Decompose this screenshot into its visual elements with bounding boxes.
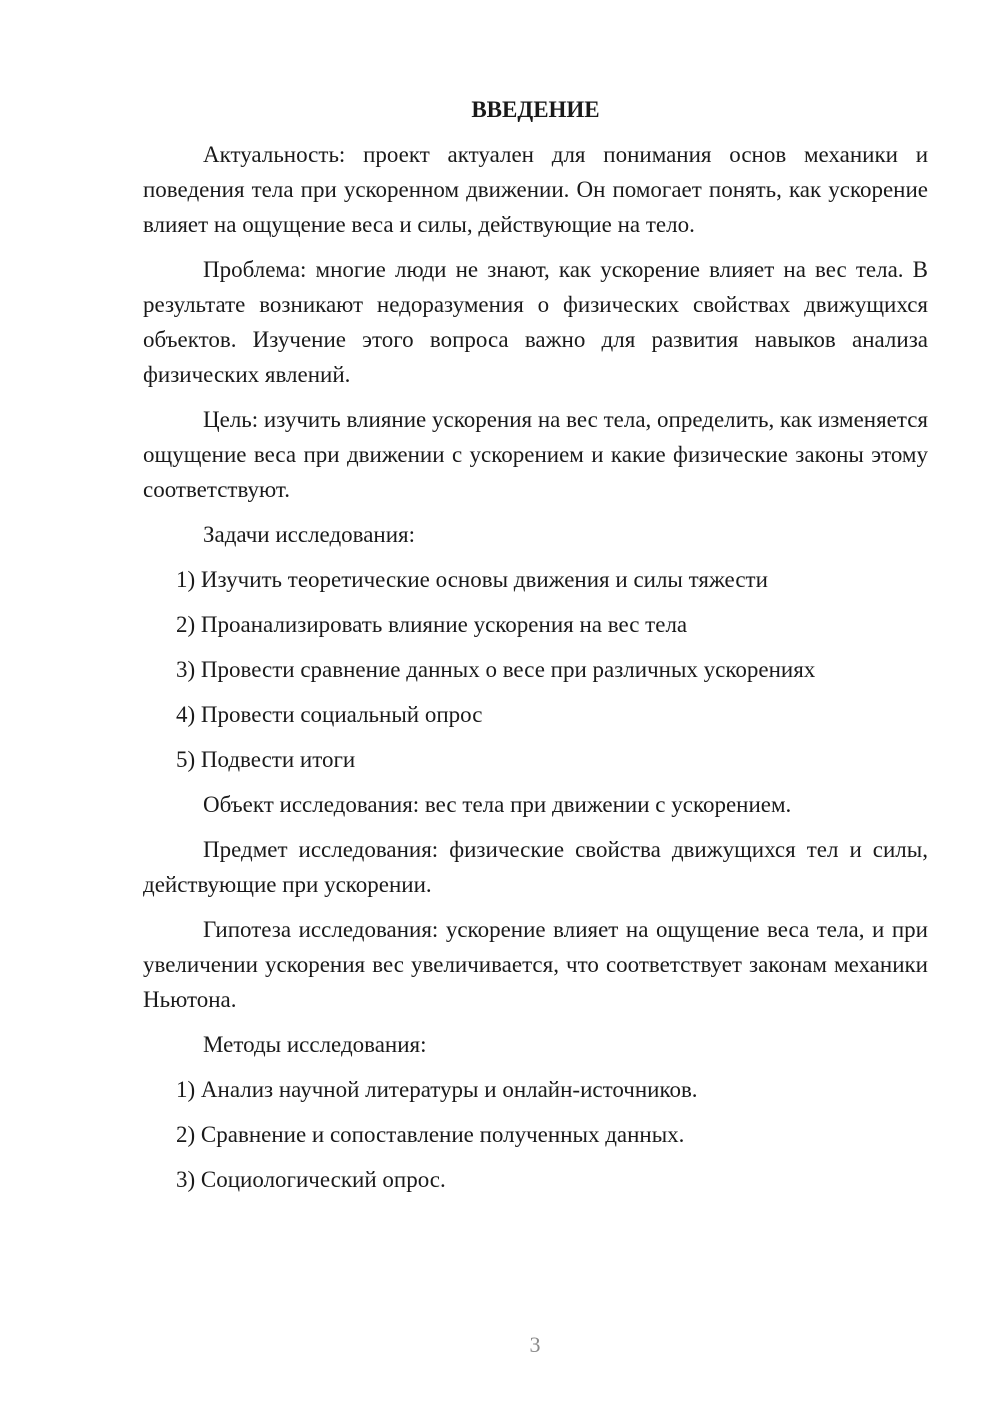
object-paragraph: Объект исследования: вес тела при движении с ускорением. [203,792,792,817]
method-item: 2) Сравнение и сопоставление полученных данных. [176,1122,685,1147]
tasks-heading: Задачи исследования: [203,522,416,547]
task-item: 4) Провести социальный опрос [176,702,483,727]
problem-paragraph: Проблема: многие люди не знают, как ускорение влияет на вес тела. В результате возникают недоразумения о физических свойствах движущихся объектов. Изучение этого вопроса важно для развития навыков анализа физических явлений. [143,257,928,387]
method-item: 1) Анализ научной литературы и онлайн-источников. [176,1077,698,1102]
task-item: 5) Подвести итоги [176,747,356,772]
hypothesis-paragraph: Гипотеза исследования: ускорение влияет на ощущение веса тела, и при увеличении ускорения вес увеличивается, что соответствует законам механики Ньютона. [143,917,928,1012]
methods-heading: Методы исследования: [203,1032,427,1057]
relevance-paragraph: Актуальность: проект актуален для понимания основ механики и поведения тела при ускоренном движении. Он помогает понять, как ускорение влияет на ощущение веса и силы, действующие на тело. [143,142,928,237]
task-item: 3) Провести сравнение данных о весе при различных ускорениях [176,657,816,682]
task-item: 1) Изучить теоретические основы движения и силы тяжести [176,567,768,592]
subject-paragraph: Предмет исследования: физические свойства движущихся тел и силы, действующие при ускорении. [143,837,928,897]
task-item: 2) Проанализировать влияние ускорения на вес тела [176,612,688,637]
page-number: 3 [529,1332,541,1357]
page-content [143,92,928,1207]
goal-paragraph: Цель: изучить влияние ускорения на вес тела, определить, как изменяется ощущение веса при движении с ускорением и какие физические законы этому соответствуют. [143,407,929,502]
section-title: ВВЕДЕНИЕ [471,97,600,122]
method-item: 3) Социологический опрос. [176,1167,446,1192]
